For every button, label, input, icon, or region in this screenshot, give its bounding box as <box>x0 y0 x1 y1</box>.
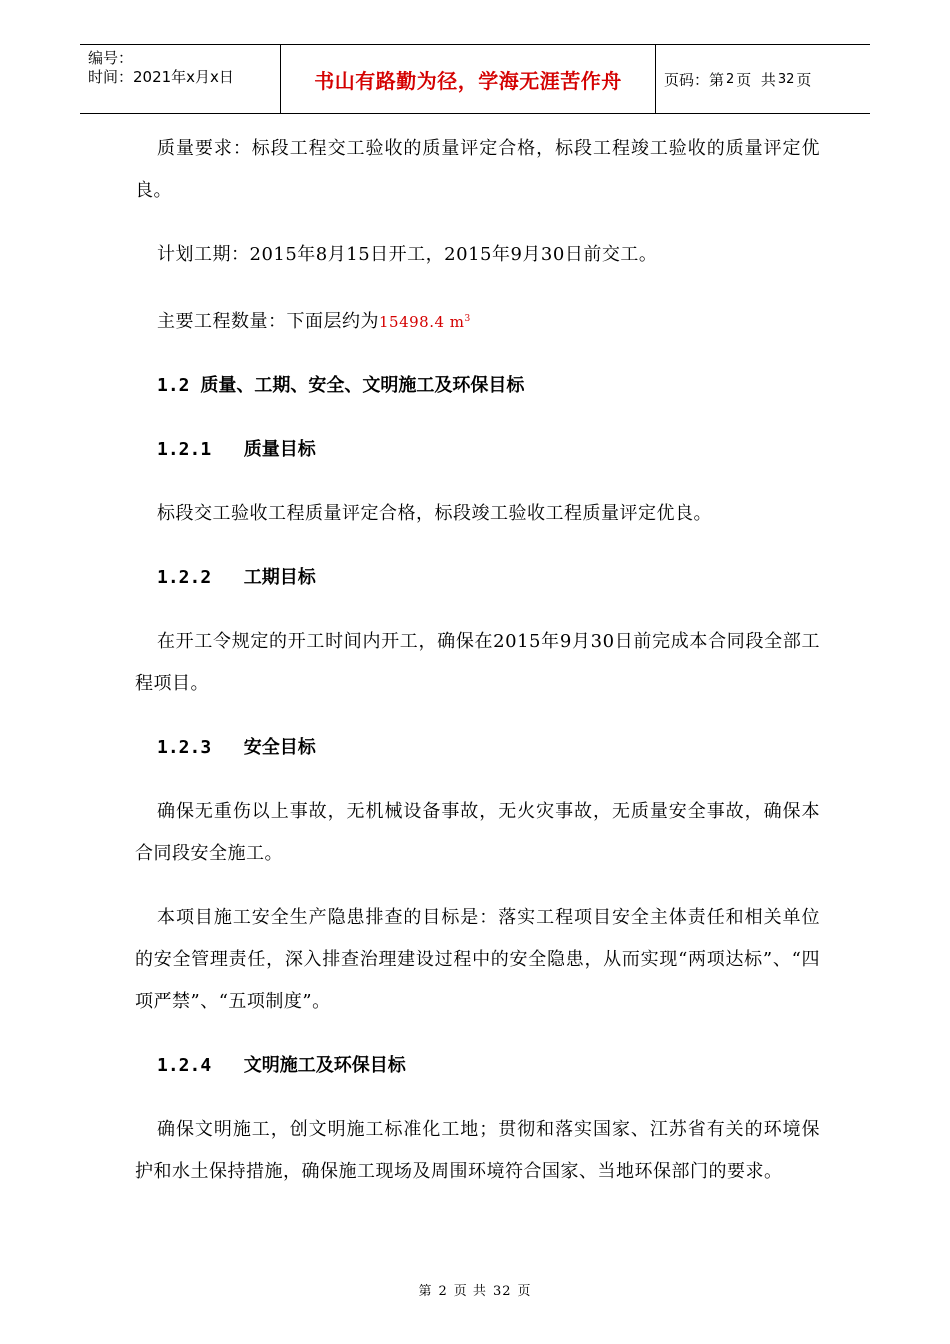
header-page-prefix: 页码：第 <box>664 70 725 89</box>
header-page-indicator <box>656 45 870 113</box>
main-quantity-label: 主要工程数量：下面层约为 <box>157 311 379 332</box>
paragraph-schedule-target: 在开工令规定的开工时间内开工，确保在2015年9月30日前完成本合同段全部工程项目。 <box>135 631 820 694</box>
section-number: 1.2.4 <box>157 1055 212 1076</box>
footer-page-total: 32 <box>492 1284 512 1299</box>
main-quantity-unit-exponent: 3 <box>464 314 471 324</box>
page-header <box>80 44 870 114</box>
document-number-label: 编号： <box>88 49 134 67</box>
section-title: 安全目标 <box>243 737 316 758</box>
document-body <box>135 128 820 1215</box>
header-page-total: 32 <box>777 71 795 87</box>
section-title: 质量、工期、安全、文明施工及环保目标 <box>200 375 525 396</box>
section-number: 1.2.3 <box>157 737 212 758</box>
paragraph-civilized-construction: 确保文明施工，创文明施工标准化工地；贯彻和落实国家、江苏省有关的环境保护和水土保持措施，确保施工现场及周围环境符合国家、当地环保部门的要求。 <box>135 1119 820 1182</box>
paragraph-quality-requirement: 质量要求：标段工程交工验收的质量评定合格，标段工程竣工验收的质量评定优良。 <box>135 138 820 201</box>
header-meta <box>80 45 280 113</box>
page-footer <box>0 1280 950 1299</box>
header-motto: 书山有路勤为径，学海无涯苦作舟 <box>280 45 656 113</box>
section-heading-1-2 <box>135 365 820 407</box>
footer-page-prefix: 第 <box>418 1284 433 1299</box>
header-page-suffix: 页 <box>796 70 812 89</box>
paragraph-safety-target: 确保无重伤以上事故，无机械设备事故，无火灾事故，无质量安全事故，确保本合同段安全施工。 <box>135 801 820 864</box>
section-heading-1-2-2 <box>135 557 820 599</box>
footer-page-mid: 页 共 <box>453 1284 487 1299</box>
document-time-label: 时间：2021年x月x日 <box>88 68 234 86</box>
section-heading-1-2-3 <box>135 727 820 769</box>
paragraph-main-quantity <box>135 298 820 343</box>
section-title: 质量目标 <box>243 439 316 460</box>
section-title: 工期目标 <box>243 567 316 588</box>
section-number: 1.2 <box>157 375 190 396</box>
section-heading-1-2-1 <box>135 429 820 471</box>
main-quantity-value <box>379 313 471 331</box>
header-page-mid: 页 共 <box>736 70 776 89</box>
footer-page-current: 2 <box>438 1284 448 1299</box>
footer-page-suffix: 页 <box>517 1284 532 1299</box>
section-number: 1.2.2 <box>157 567 212 588</box>
paragraph-planned-schedule: 计划工期：2015年8月15日开工，2015年9月30日前交工。 <box>157 244 658 265</box>
section-title: 文明施工及环保目标 <box>243 1055 406 1076</box>
section-heading-1-2-4 <box>135 1045 820 1087</box>
section-number: 1.2.1 <box>157 439 212 460</box>
paragraph-quality-target: 标段交工验收工程质量评定合格，标段竣工验收工程质量评定优良。 <box>157 503 712 524</box>
header-page-current: 2 <box>726 71 735 87</box>
paragraph-hazard-inspection: 本项目施工安全生产隐患排查的目标是：落实工程项目安全主体责任和相关单位的安全管理责任，深入排查治理建设过程中的安全隐患，从而实现“两项达标”、“四项严禁”、“五项制度”。 <box>135 907 820 1012</box>
main-quantity-number: 15498.4 m <box>379 313 465 331</box>
